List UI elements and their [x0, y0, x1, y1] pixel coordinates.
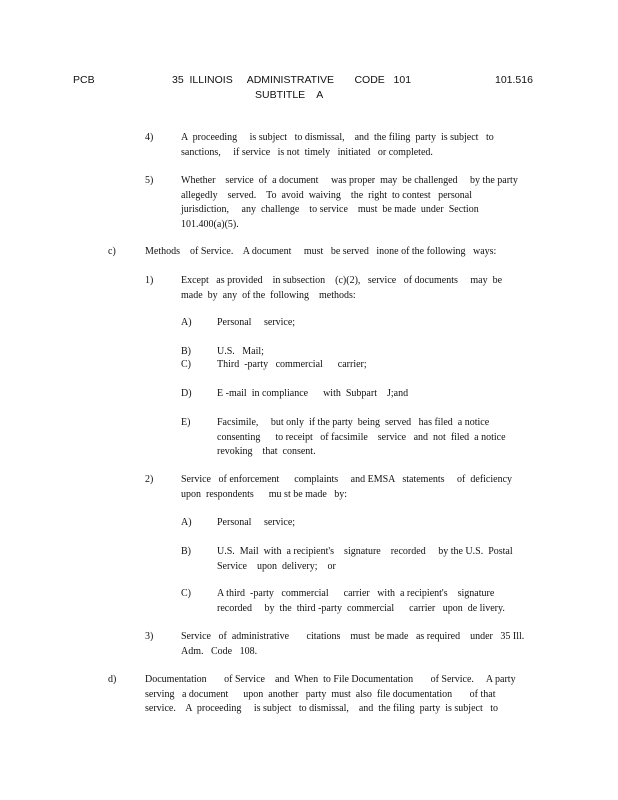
item-c2-line-2: upon respondents mu st be made by: — [181, 488, 348, 500]
item-d-line-2: serving a document upon another party must also file documentation of that — [145, 688, 496, 700]
item-c1A-marker: A) — [181, 317, 192, 328]
item-c1-line-2: made by any of the following methods: — [181, 289, 356, 301]
item-b5-line-1: Whether service of a document was proper may be challenged by the party — [181, 175, 518, 186]
header-left: PCB — [73, 74, 95, 86]
item-c1-line-1: Except as provided in subsection (c)(2), service of documents may be — [181, 275, 503, 286]
item-c2C-marker: C) — [181, 588, 191, 599]
item-c3-line-1: Service of administrative citations must be made as required under 35 Ill. — [181, 631, 525, 642]
item-c-marker: c) — [108, 246, 116, 257]
item-c1C-marker: C) — [181, 359, 191, 370]
item-b4-marker: 4) — [145, 132, 154, 143]
item-b5-marker: 5) — [145, 175, 154, 186]
item-c2B-line-2: Service upon delivery; or — [217, 560, 336, 572]
item-c2-marker: 2) — [145, 474, 154, 485]
item-d-line-1: Documentation of Service and When to File Documentation of Service. A party — [145, 674, 516, 685]
item-c2-line-1: Service of enforcement complaints and EMSA statements of deficiency — [181, 474, 513, 485]
item-c1D-line-1: E -mail in compliance with Subpart J;and — [217, 388, 409, 399]
item-c2C-line-1: A third -party commercial carrier with a recipient's signature — [217, 588, 495, 599]
header-center-line1: 35 ILLINOIS ADMINISTRATIVE CODE 101 — [172, 74, 412, 86]
item-c1E-line-2: consenting to receipt of facsimile service and not filed a notice — [217, 431, 506, 443]
item-b5-line-4: 101.400(a)(5). — [181, 218, 239, 230]
item-c2C-line-2: recorded by the third -party commercial carrier upon de livery. — [217, 602, 505, 614]
header-center-line2: SUBTITLE A — [255, 89, 324, 101]
item-c1E-line-3: revoking that consent. — [217, 446, 316, 457]
item-c2B-marker: B) — [181, 546, 191, 557]
item-b5-line-3: jurisdiction, any challenge to service must be made under Section — [181, 204, 479, 215]
item-c2A-line-1: Personal service; — [217, 517, 296, 528]
item-d-line-3: service. A proceeding is subject to dismissal, and the filing party is subject to — [145, 703, 498, 714]
item-b4-line-2: sanctions, if service is not timely initiated or completed. — [181, 146, 433, 158]
item-c1D-marker: D) — [181, 388, 192, 399]
item-d-marker: d) — [108, 674, 117, 685]
item-b5-line-2: allegedly served. To avoid waiving the right to contest personal — [181, 189, 472, 201]
item-c3-line-2: Adm. Code 108. — [181, 645, 258, 657]
item-c-line-1: Methods of Service. A document must be served inone of the following ways: — [145, 246, 497, 257]
item-c1B-line-1: U.S. Mail; — [217, 346, 264, 357]
item-c2B-line-1: U.S. Mail with a recipient's signature recorded by the U.S. Postal — [217, 546, 513, 557]
item-c1E-marker: E) — [181, 417, 191, 428]
item-b4-line-1: A proceeding is subject to dismissal, and the filing party is subject to — [181, 132, 494, 143]
item-c1E-line-1: Facsimile, but only if the party being served has filed a notice — [217, 417, 490, 428]
item-c1B-marker: B) — [181, 346, 191, 357]
header-right: 101.516 — [495, 74, 533, 86]
item-c2A-marker: A) — [181, 517, 192, 528]
item-c1A-line-1: Personal service; — [217, 317, 296, 328]
item-c1-marker: 1) — [145, 275, 154, 286]
item-c3-marker: 3) — [145, 631, 154, 642]
item-c1C-line-1: Third -party commercial carrier; — [217, 359, 367, 370]
